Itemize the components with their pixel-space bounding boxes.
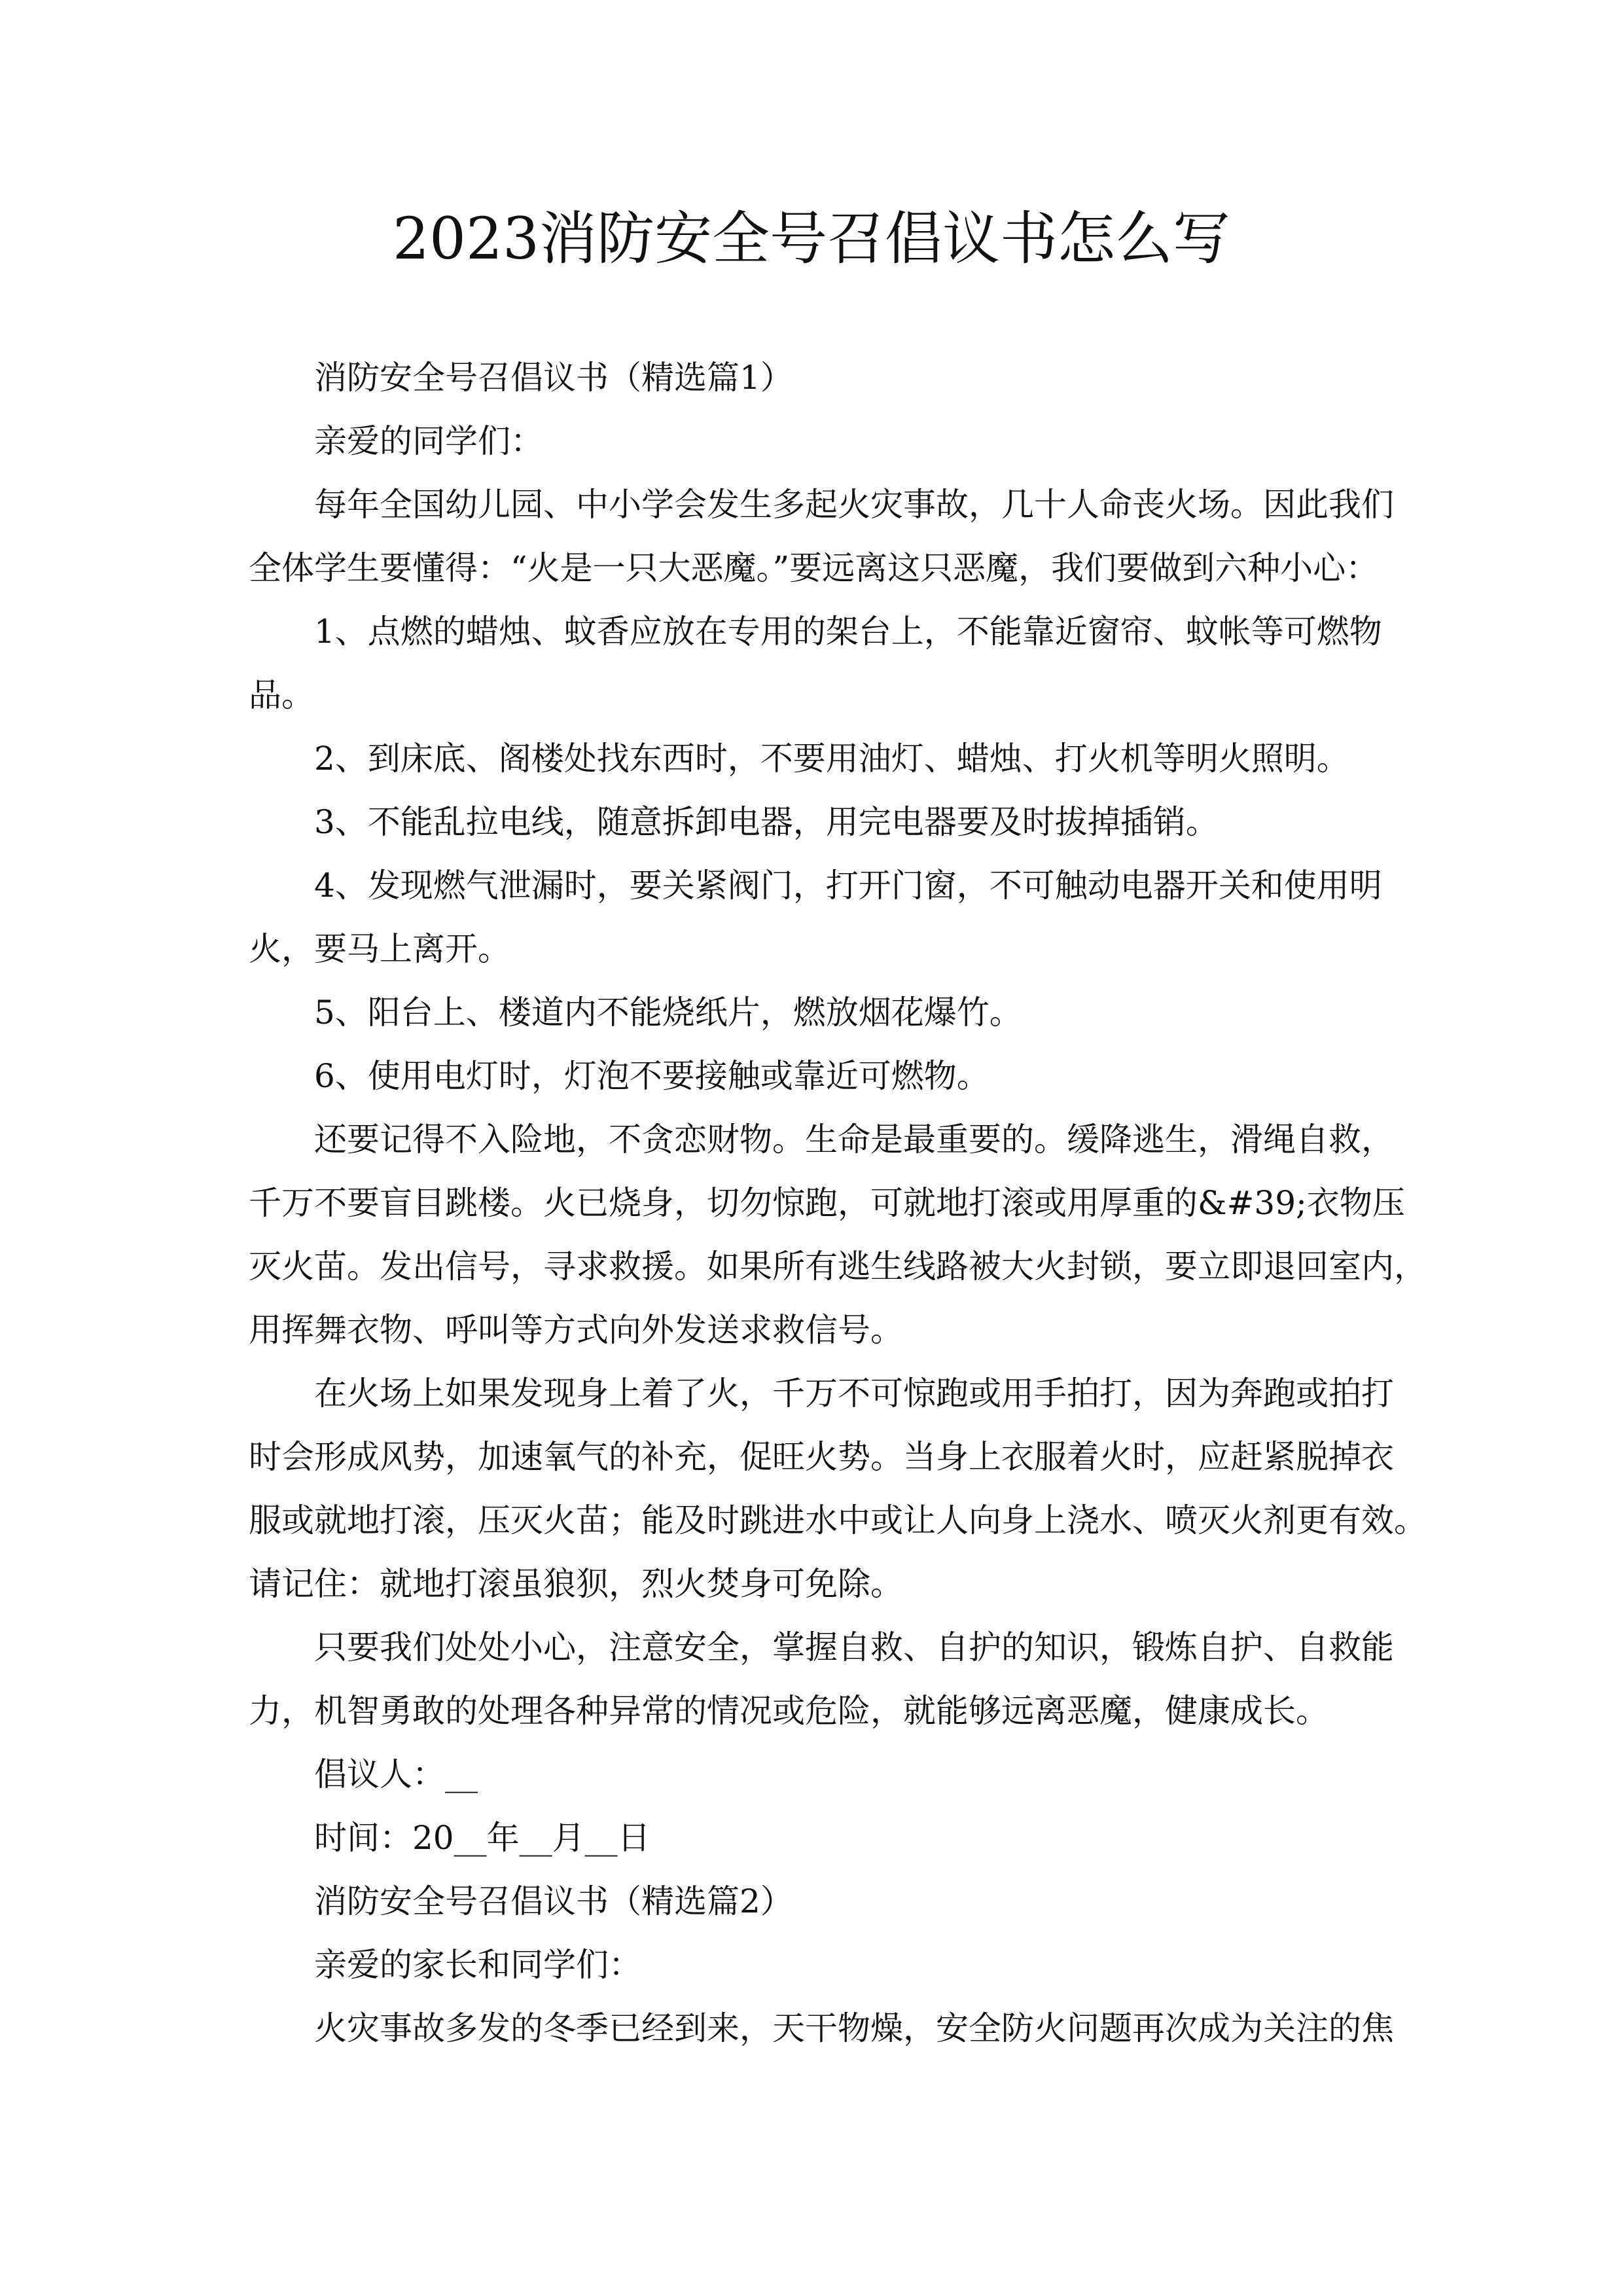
paragraph (249, 410, 1376, 473)
text-line: 倡议人：__ (314, 1755, 478, 1793)
text-line: 服或就地打滚，压灭火苗；能及时跳进水中或让人向身上浇水、喷灭火剂更有效。 (249, 1501, 1427, 1539)
paragraph (249, 1870, 1376, 1933)
paragraph (249, 1616, 1394, 1743)
text-line: 2、到床底、阁楼处找东西时，不要用油灯、蜡烛、打火机等明火照明。 (314, 740, 1349, 778)
paragraph (249, 473, 1394, 600)
paragraph (249, 854, 1382, 981)
paragraph (249, 1743, 1376, 1806)
paragraph (249, 981, 1376, 1045)
text-line: 6、使用电灯时，灯泡不要接触或靠近可燃物。 (314, 1057, 990, 1095)
paragraph (249, 1045, 1376, 1108)
text-line: 亲爱的家长和同学们： (314, 1946, 641, 1984)
text-line: 还要记得不入险地，不贪恋财物。生命是最重要的。缓降逃生，滑绳自救， (314, 1121, 1394, 1158)
text-line: 3、不能乱拉电线，随意拆卸电器，用完电器要及时拔掉插销。 (314, 803, 1219, 841)
text-line: 5、阳台上、楼道内不能烧纸片，燃放烟花爆竹。 (314, 994, 1022, 1031)
text-line: 力，机智勇敢的处理各种异常的情况或危险，就能够远离恶魔，健康成长。 (249, 1692, 1329, 1730)
text-line: 4、发现燃气泄漏时，要关紧阀门，打开门窗，不可触动电器开关和使用明 (314, 867, 1382, 905)
text-line: 每年全国幼儿园、中小学会发生多起火灾事故，几十人命丧火场。因此我们 (314, 486, 1394, 524)
text-line: 火灾事故多发的冬季已经到来，天干物燥，安全防火问题再次成为关注的焦 (314, 2009, 1394, 2047)
text-line: 时间：20__年__月__日 (314, 1819, 651, 1857)
text-line: 1、点燃的蜡烛、蚊香应放在专用的架台上，不能靠近窗帘、蚊帐等可燃物 (314, 613, 1382, 651)
paragraph (249, 1933, 1376, 1997)
paragraph (249, 791, 1376, 854)
text-line: 灭火苗。发出信号，寻求救援。如果所有逃生线路被大火封锁，要立即退回室内， (249, 1247, 1427, 1285)
text-line: 用挥舞衣物、呼叫等方式向外发送求救信号。 (249, 1311, 903, 1349)
document-body (249, 346, 1427, 2060)
paragraph (249, 1997, 1394, 2060)
text-line: 消防安全号召倡议书（精选篇1） (314, 359, 793, 397)
document-title: 2023消防安全号召倡议书怎么写 (393, 205, 1230, 272)
text-line: 请记住：就地打滚虽狼狈，烈火焚身可免除。 (249, 1565, 903, 1603)
paragraph (249, 1806, 1376, 1870)
text-line: 在火场上如果发现身上着了火，千万不可惊跑或用手拍打，因为奔跑或拍打 (314, 1374, 1394, 1412)
paragraph (249, 1108, 1427, 1362)
text-line: 全体学生要懂得：“火是一只大恶魔。”要远离这只恶魔，我们要做到六种小心： (249, 549, 1379, 587)
paragraph (249, 1362, 1427, 1616)
text-line: 时会形成风势，加速氧气的补充，促旺火势。当身上衣服着火时，应赶紧脱掉衣 (249, 1438, 1394, 1476)
text-line: 品。 (249, 676, 314, 714)
text-line: 火，要马上离开。 (249, 930, 510, 968)
paragraph (249, 346, 1376, 410)
text-line: 消防安全号召倡议书（精选篇2） (314, 1882, 793, 1920)
text-line: 千万不要盲目跳楼。火已烧身，切勿惊跑，可就地打滚或用厚重的&#39;衣物压 (249, 1184, 1405, 1222)
paragraph (249, 600, 1382, 727)
text-line: 只要我们处处小心，注意安全，掌握自救、自护的知识，锻炼自护、自救能 (314, 1628, 1394, 1666)
paragraph (249, 727, 1376, 791)
text-line: 亲爱的同学们： (314, 422, 543, 460)
